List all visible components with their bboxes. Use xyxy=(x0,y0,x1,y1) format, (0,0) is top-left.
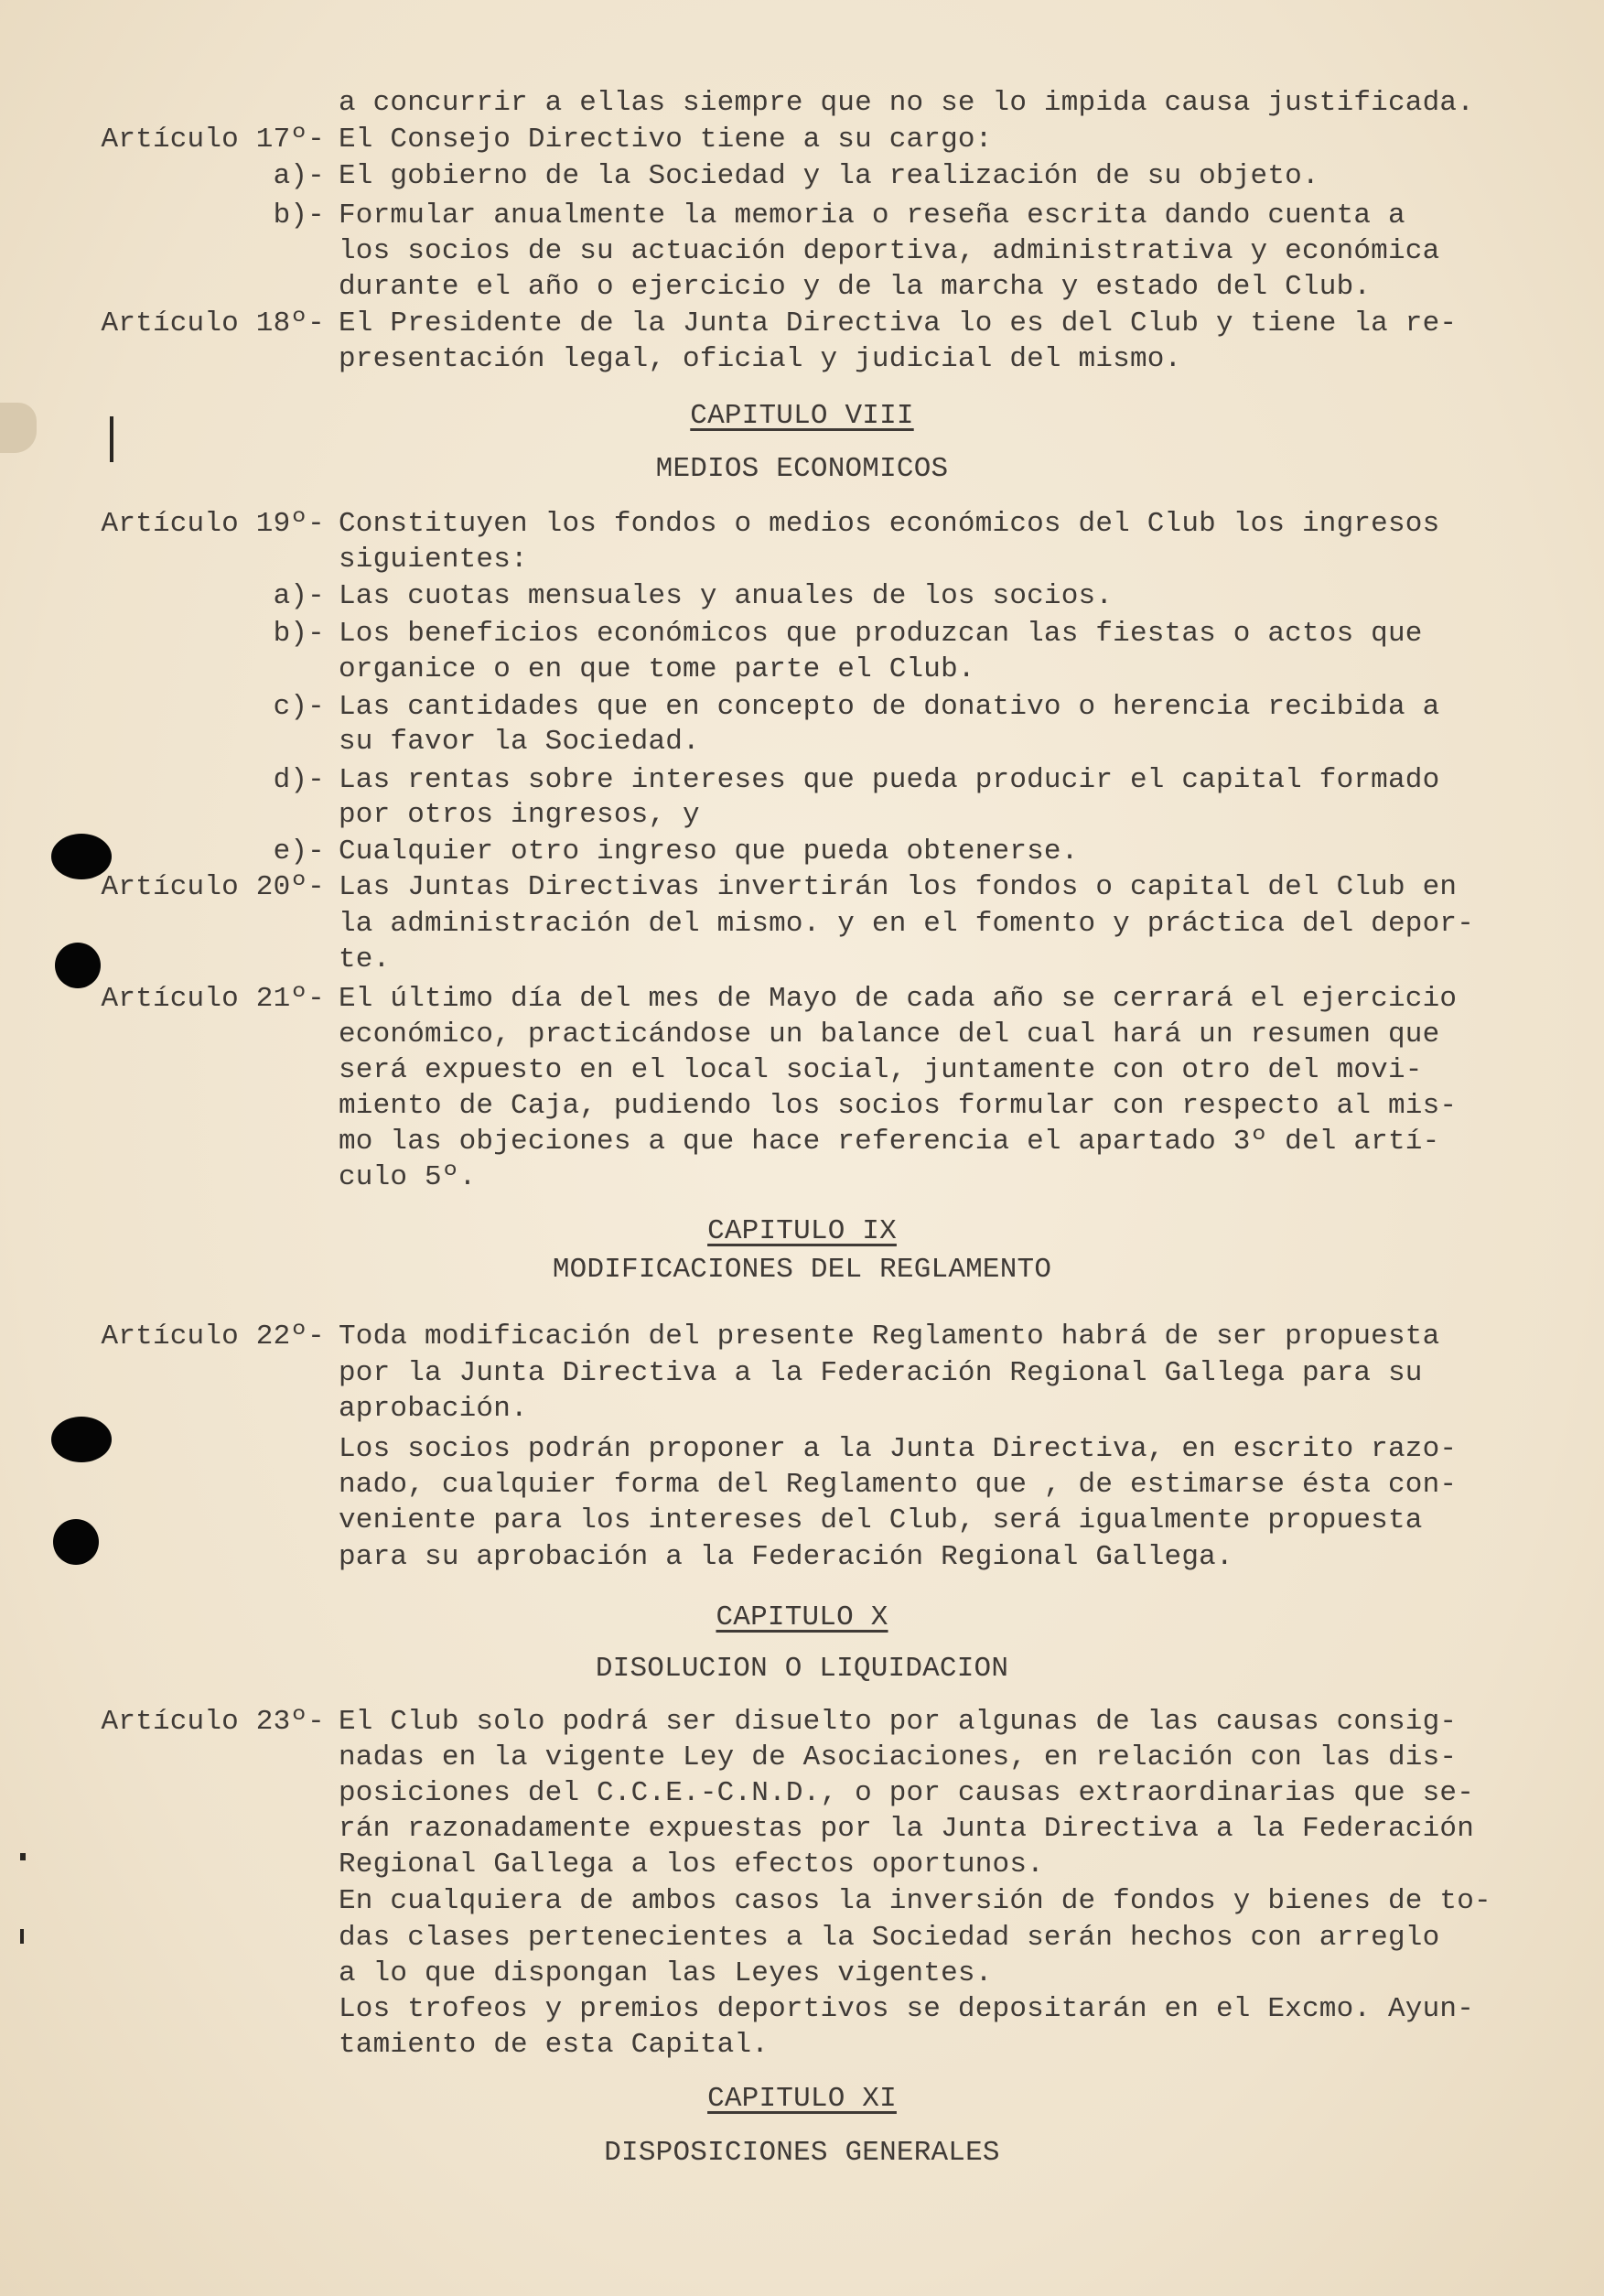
body-text-line: rán razonadamente expuestas por la Junta Directiva a la Federación xyxy=(339,1813,1474,1845)
chapter-title: DISPOSICIONES GENERALES xyxy=(604,2137,1000,2169)
body-text-line: durante el año o ejercicio y de la marcha y estado del Club. xyxy=(339,271,1372,303)
body-text-line: mo las objeciones a que hace referencia el apartado 3º del artí- xyxy=(339,1126,1440,1158)
body-text-line: Regional Gallega a los efectos oportunos. xyxy=(339,1849,1044,1881)
body-text-line: Las cuotas mensuales y anuales de los socios. xyxy=(339,580,1114,612)
article-label: Artículo 22º- xyxy=(101,1320,325,1353)
body-text-line: posiciones del C.C.E.-C.N.D., o por causas extraordinarias que se- xyxy=(339,1777,1474,1809)
article-label: Artículo 17º- xyxy=(101,124,325,156)
punch-hole xyxy=(51,834,112,879)
body-text-line: los socios de su actuación deportiva, administrativa y económica xyxy=(339,235,1440,267)
body-text-line: culo 5º. xyxy=(339,1161,477,1193)
chapter-heading: CAPITULO X xyxy=(716,1601,888,1633)
chapter-heading: CAPITULO VIII xyxy=(690,400,914,432)
body-text-line: nadas en la vigente Ley de Asociaciones, en relación con las dis- xyxy=(339,1741,1458,1773)
body-text-line: Los trofeos y premios deportivos se depositarán en el Excmo. Ayun- xyxy=(339,1993,1474,2025)
body-text-line: te. xyxy=(339,943,391,976)
body-text-line: a concurrir a ellas siempre que no se lo impida causa justificada. xyxy=(339,87,1474,119)
article-label: Artículo 18º- xyxy=(101,307,325,340)
body-text-line: veniente para los intereses del Club, será igualmente propuesta xyxy=(339,1504,1423,1536)
article-label: Artículo 23º- xyxy=(101,1706,325,1738)
chapter-title: DISOLUCION O LIQUIDACION xyxy=(595,1653,1009,1685)
item-label: d)- xyxy=(273,764,325,796)
body-text-line: a lo que dispongan las Leyes vigentes. xyxy=(339,1957,993,1989)
article-label: Artículo 21º- xyxy=(101,983,325,1015)
punch-hole xyxy=(53,1519,99,1565)
chapter-title: MODIFICACIONES DEL REGLAMENTO xyxy=(552,1254,1052,1286)
body-text-line: Constituyen los fondos o medios económicos del Club los ingresos xyxy=(339,508,1440,540)
body-text-line: económico, practicándose un balance del cual hará un resumen que xyxy=(339,1019,1440,1051)
body-text-line: Los beneficios económicos que produzcan las fiestas o actos que xyxy=(339,618,1423,650)
body-text-line: nado, cualquier forma del Reglamento que , de estimarse ésta con- xyxy=(339,1469,1458,1501)
punch-hole xyxy=(51,1417,112,1462)
body-text-line: Las rentas sobre intereses que pueda producir el capital formado xyxy=(339,764,1440,796)
body-text-line: miento de Caja, pudiendo los socios formular con respecto al mis- xyxy=(339,1090,1458,1122)
chapter-heading: CAPITULO IX xyxy=(707,1215,897,1247)
body-text-line: El último día del mes de Mayo de cada año se cerrará el ejercicio xyxy=(339,983,1458,1015)
body-text-line: El gobierno de la Sociedad y la realización de su objeto. xyxy=(339,160,1319,192)
body-text-line: para su aprobación a la Federación Regional Gallega. xyxy=(339,1541,1233,1573)
body-text-line: Toda modificación del presente Reglamento habrá de ser propuesta xyxy=(339,1320,1440,1353)
article-label: Artículo 19º- xyxy=(101,508,325,540)
chapter-heading: CAPITULO XI xyxy=(707,2083,897,2115)
body-text-line: presentación legal, oficial y judicial del mismo. xyxy=(339,343,1182,375)
article-label: Artículo 20º- xyxy=(101,871,325,903)
margin-mark xyxy=(110,416,113,462)
item-label: c)- xyxy=(273,691,325,723)
body-text-line: El Club solo podrá ser disuelto por algunas de las causas consig- xyxy=(339,1706,1458,1738)
body-text-line: Cualquier otro ingreso que pueda obtenerse. xyxy=(339,835,1079,868)
body-text-line: Los socios podrán proponer a la Junta Directiva, en escrito razo- xyxy=(339,1433,1458,1465)
body-text-line: Formular anualmente la memoria o reseña escrita dando cuenta a xyxy=(339,199,1405,232)
body-text-line: siguientes: xyxy=(339,544,528,576)
body-text-line: será expuesto en el local social, juntamente con otro del movi- xyxy=(339,1054,1423,1086)
body-text-line: El Consejo Directivo tiene a su cargo: xyxy=(339,124,993,156)
body-text-line: Las cantidades que en concepto de donativo o herencia recibida a xyxy=(339,691,1440,723)
chapter-title: MEDIOS ECONOMICOS xyxy=(655,453,949,485)
body-text-line: la administración del mismo. y en el fomento y práctica del depor- xyxy=(339,908,1474,940)
body-text-line: das clases pertenecientes a la Sociedad serán hechos con arreglo xyxy=(339,1922,1440,1954)
body-text-line: su favor la Sociedad. xyxy=(339,726,700,758)
margin-mark xyxy=(20,1929,24,1944)
item-label: b)- xyxy=(273,199,325,232)
item-label: a)- xyxy=(273,580,325,612)
item-label: e)- xyxy=(273,835,325,868)
item-label: b)- xyxy=(273,618,325,650)
body-text-line: En cualquiera de ambos casos la inversión de fondos y bienes de to- xyxy=(339,1885,1491,1917)
body-text-line: por otros ingresos, y xyxy=(339,799,700,831)
body-text-line: tamiento de esta Capital. xyxy=(339,2029,770,2061)
body-text-line: por la Junta Directiva a la Federación Regional Gallega para su xyxy=(339,1357,1423,1389)
body-text-line: organice o en que tome parte el Club. xyxy=(339,653,975,685)
margin-mark xyxy=(20,1853,26,1860)
punch-hole xyxy=(55,943,101,988)
item-label: a)- xyxy=(273,160,325,192)
body-text-line: aprobación. xyxy=(339,1393,528,1425)
body-text-line: Las Juntas Directivas invertirán los fondos o capital del Club en xyxy=(339,871,1458,903)
body-text-line: El Presidente de la Junta Directiva lo es del Club y tiene la re- xyxy=(339,307,1458,340)
